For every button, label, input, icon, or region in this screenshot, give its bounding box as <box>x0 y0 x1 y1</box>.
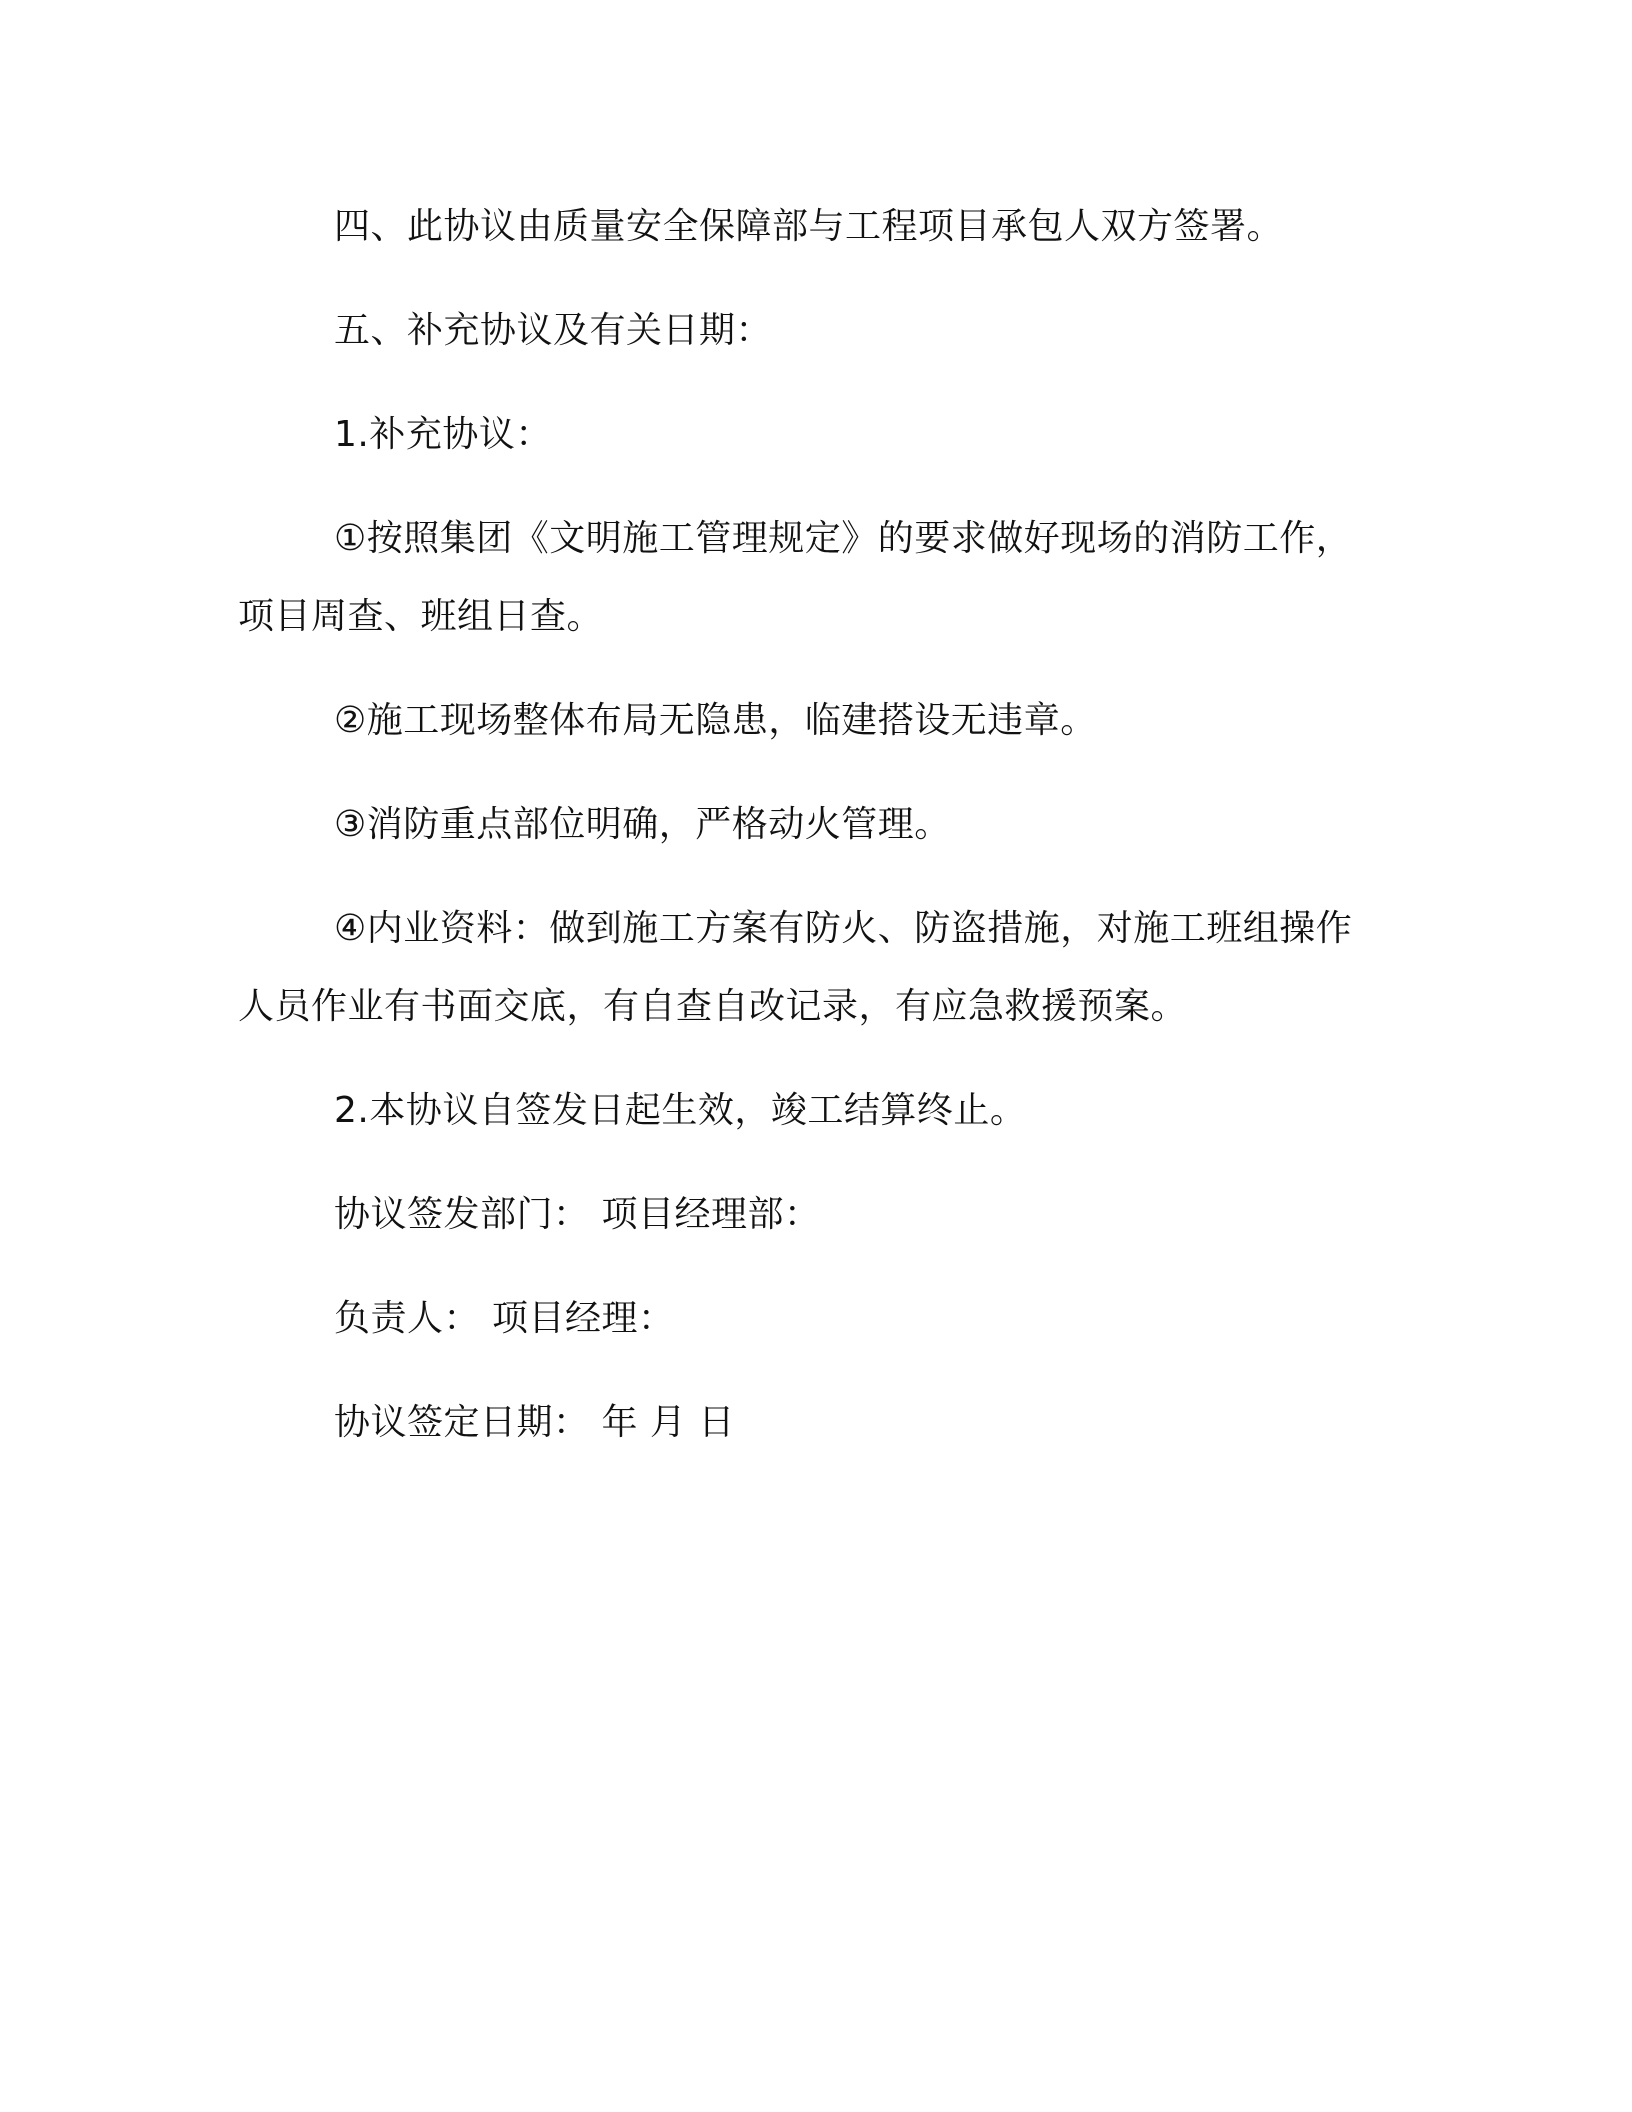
supplementary-item-2: ②施工现场整体布局无隐患，临建搭设无违章。 <box>334 700 1097 741</box>
signing-date: 协议签定日期： 年 月 日 <box>334 1402 735 1443</box>
clause-5-heading: 五、补充协议及有关日期： <box>334 310 773 351</box>
issuing-department: 协议签发部门： 项目经理部： <box>334 1194 821 1235</box>
supplementary-item-4: ④内业资料：做到施工方案有防火、防盗措施，对施工班组操作人员作业有书面交底，有自查自改记录，有应急救援预案。 <box>238 908 1353 1027</box>
paragraph-gap <box>238 1254 1378 1280</box>
paragraph-gap <box>238 864 1378 890</box>
paragraph-gap <box>238 760 1378 786</box>
paragraph-gap <box>238 370 1378 396</box>
paragraph-gap <box>238 656 1378 682</box>
paragraph-gap <box>238 266 1378 292</box>
supplementary-item-1: ①按照集团《文明施工管理规定》的要求做好现场的消防工作，项目周查、班组日查。 <box>238 518 1353 637</box>
paragraph-gap <box>238 1150 1378 1176</box>
paragraph-gap <box>238 1046 1378 1072</box>
clause-4: 四、此协议由质量安全保障部与工程项目承包人双方签署。 <box>334 206 1284 247</box>
supplementary-agreement-heading: 1.补充协议： <box>334 414 552 455</box>
paragraph-gap <box>238 1358 1378 1384</box>
responsible-person: 负责人： 项目经理： <box>334 1298 675 1339</box>
effective-period: 2.本协议自签发日起生效，竣工结算终止。 <box>334 1090 1027 1131</box>
supplementary-item-3: ③消防重点部位明确，严格动火管理。 <box>334 804 951 845</box>
document-body <box>238 188 1378 1462</box>
paragraph-gap <box>238 474 1378 500</box>
